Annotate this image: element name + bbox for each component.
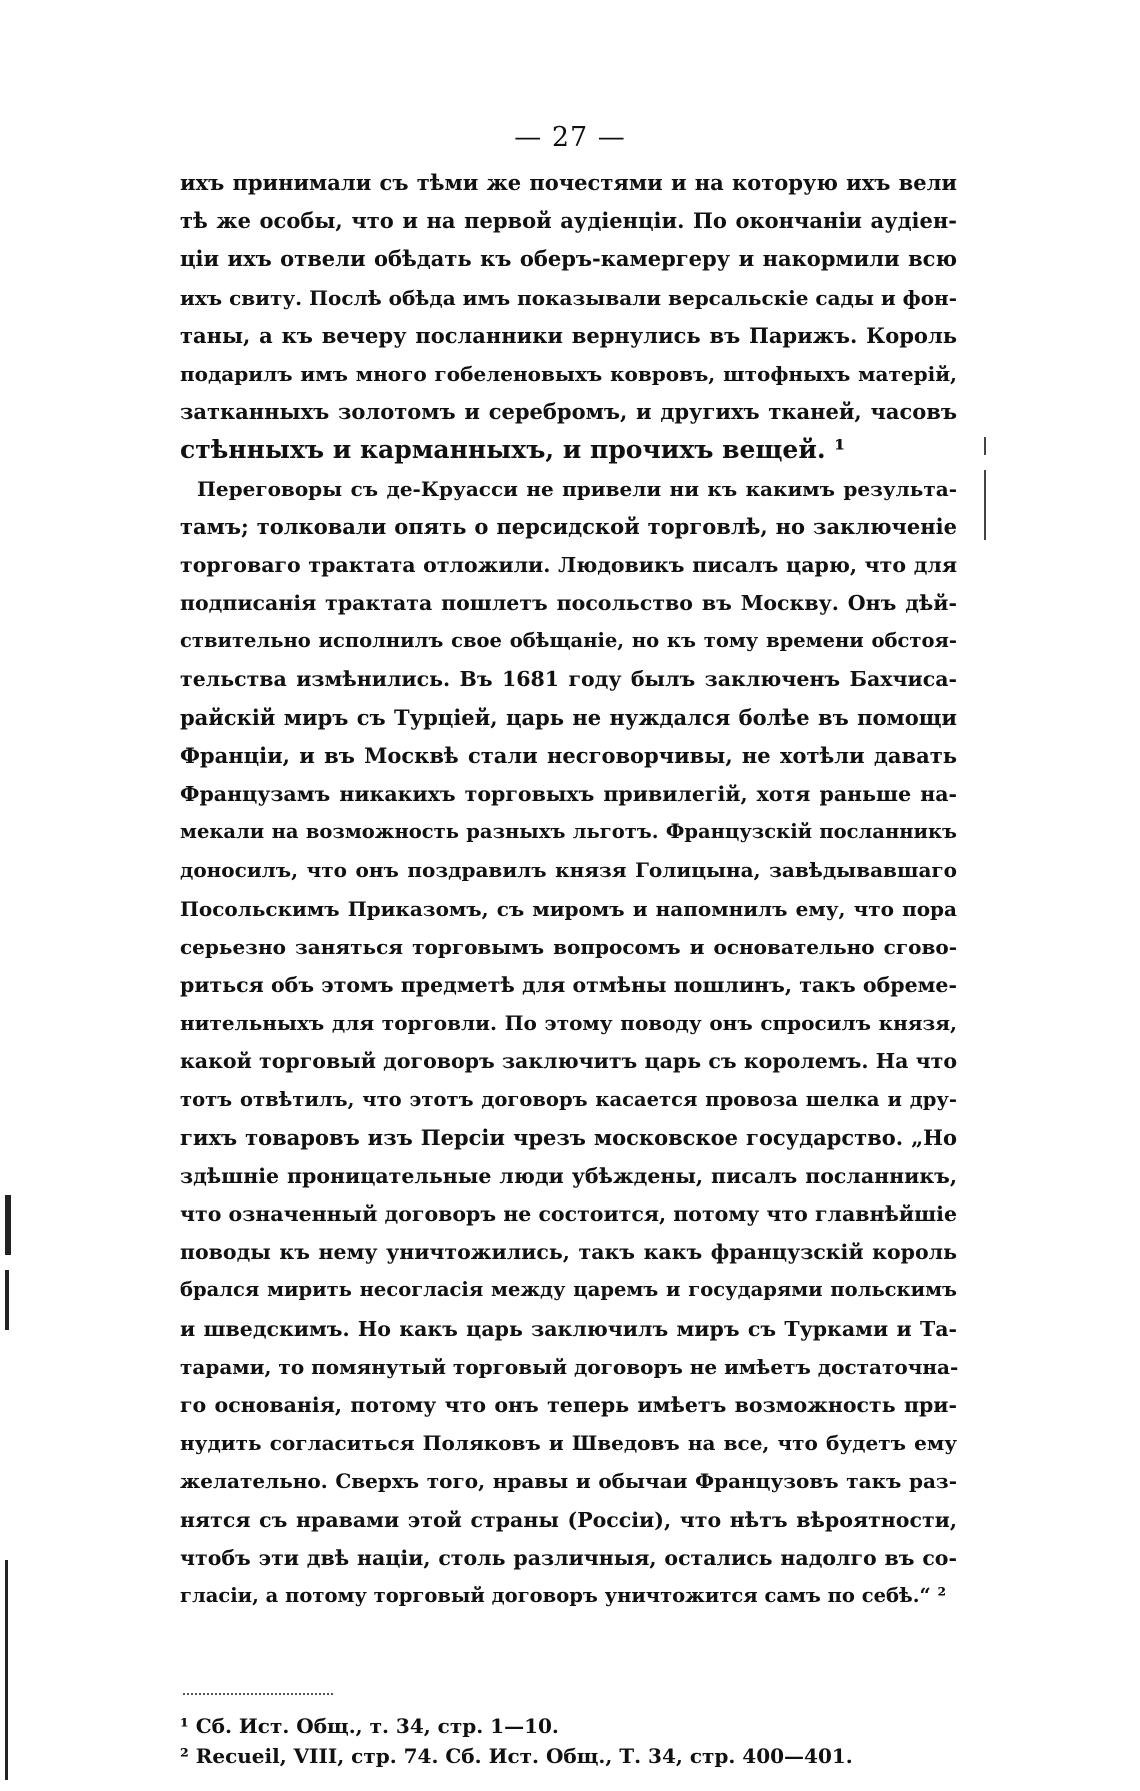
text-line: торговаго трактата отложили. Людовикъ писалъ царю, что для — [180, 552, 957, 577]
text-line: что означенный договоръ не состоится, потому что главнѣйшіе — [180, 1202, 957, 1227]
text-line: Французамъ никакихъ торговыхъ привилегій, хотя раньше на- — [180, 782, 957, 806]
text-line: ціи ихъ отвели обѣдать къ оберъ-камергеру и накормили всю — [180, 246, 957, 272]
text-line: гласіи, а потому торговый договоръ уничтожится самъ по себѣ.“ ² — [180, 1583, 947, 1607]
binding-edge-mark — [5, 1270, 9, 1330]
footnote-2: ² Recueil, VIII, стр. 74. Сб. Ист. Общ., Т. 34, стр. 400—401. — [180, 1744, 853, 1768]
text-line: ствительно исполнилъ свое обѣщаніе, но къ тому времени обстоя- — [180, 629, 957, 653]
text-line: Франціи, и въ Москвѣ стали несговорчивы, не хотѣли давать — [180, 742, 957, 768]
text-line: райскій миръ съ Турціей, царь не нуждался болѣе въ помощи — [180, 704, 957, 730]
text-line: затканныхъ золотомъ и серебромъ, и другихъ тканей, часовъ — [180, 399, 957, 425]
text-line: ихъ свиту. Послѣ обѣда имъ показывали версальскіе сады и фон- — [180, 285, 957, 310]
text-line: тотъ отвѣтилъ, что этотъ договоръ касается провоза шелка и дру- — [180, 1087, 957, 1111]
margin-mark — [984, 470, 986, 540]
text-line: нудить согласиться Поляковъ и Шведовъ на все, что будетъ ему — [180, 1431, 957, 1456]
text-line: нятся съ нравами этой страны (Россіи), что нѣтъ вѣроятности, — [180, 1507, 957, 1532]
page-number: — 27 — — [514, 122, 626, 153]
text-line: подписанія трактата пошлетъ посольство въ Москву. Онъ дѣй- — [180, 591, 957, 616]
text-line: и шведскимъ. Но какъ царь заключилъ миръ съ Турками и Та- — [180, 1316, 957, 1341]
text-line: мекали на возможность разныхъ льготъ. Французскій посланникъ — [180, 820, 957, 844]
text-line: ихъ принимали съ тѣми же почестями и на которую ихъ вели — [180, 170, 957, 195]
footnotes — [180, 1711, 957, 1771]
binding-edge-mark — [5, 1560, 8, 1780]
text-line: подарилъ имъ много гобеленовыхъ ковровъ, штофныхъ матерій, — [180, 361, 957, 386]
margin-mark — [984, 437, 986, 455]
body-text — [180, 164, 957, 1615]
text-line: тамъ; толковали опять о персидской торговлѣ, но заключеніе — [180, 513, 957, 539]
text-line: какой торговый договоръ заключитъ царь съ королемъ. На что — [180, 1049, 957, 1074]
footnote-separator — [183, 1693, 333, 1695]
binding-edge-mark — [5, 1195, 11, 1255]
text-line: таны, а къ вечеру посланники вернулись въ Парижъ. Король — [180, 322, 957, 348]
text-line: серьезно заняться торговымъ вопросомъ и основательно сгово- — [180, 934, 957, 959]
text-line: Переговоры съ де-Круасси не привели ни къ какимъ результа- — [197, 476, 957, 501]
text-line: поводы къ нему уничтожились, такъ какъ французскій король — [180, 1240, 957, 1265]
text-line: здѣшніе проницательные люди убѣждены, писалъ посланникъ, — [180, 1163, 957, 1188]
text-line: стѣнныхъ и карманныхъ, и прочихъ вещей. ¹ — [180, 435, 846, 465]
text-line: чтобъ эти двѣ націи, столь различныя, остались надолго въ со- — [180, 1545, 957, 1570]
text-line: желательно. Сверхъ того, нравы и обычаи Французовъ такъ раз- — [180, 1469, 957, 1494]
footnote-1: ¹ Сб. Ист. Общ., т. 34, стр. 1—10. — [180, 1714, 559, 1738]
text-line: брался мирить несогласія между царемъ и государями польскимъ — [180, 1278, 957, 1302]
text-line: гихъ товаровъ изъ Персіи чрезъ московское государство. „Но — [180, 1124, 957, 1150]
text-line: тарами, то помянутый торговый договоръ не имѣетъ достаточна- — [180, 1354, 959, 1379]
text-line: нительныхъ для торговли. По этому поводу онъ спросилъ князя, — [180, 1011, 957, 1036]
text-line: Посольскимъ Приказомъ, съ миромъ и напомнилъ ему, что пора — [180, 896, 957, 921]
text-line: го основанія, потому что онъ теперь имѣетъ возможность при- — [180, 1393, 957, 1417]
text-line: тѣ же особы, что и на первой аудіенціи. По окончаніи аудіен- — [180, 208, 957, 234]
text-line: риться объ этомъ предметѣ для отмѣны пошлинъ, такъ обреме- — [180, 972, 957, 997]
text-line: тельства измѣнились. Въ 1681 году былъ заключенъ Бахчиса- — [180, 667, 957, 692]
text-line: доносилъ, что онъ поздравилъ князя Голицына, завѣдывавшаго — [180, 858, 957, 883]
